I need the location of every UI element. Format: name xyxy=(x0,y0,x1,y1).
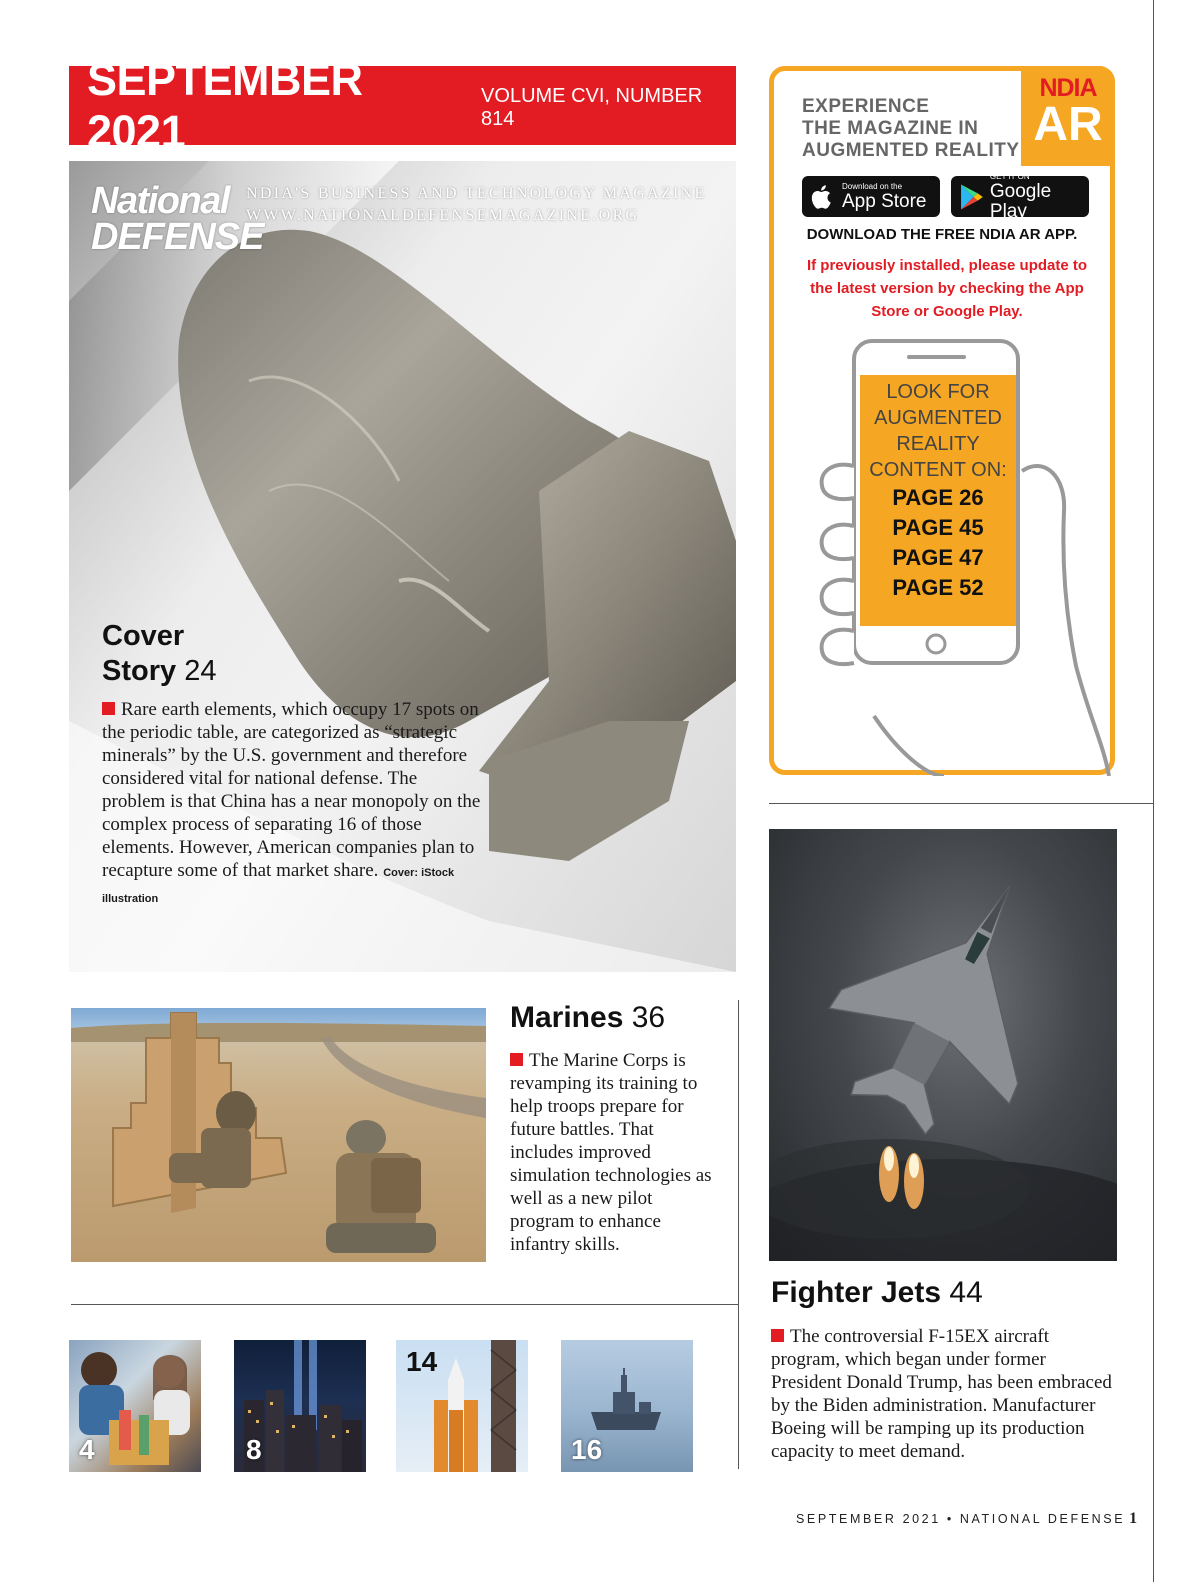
thumbnail-page-4[interactable] xyxy=(69,1340,201,1472)
marines-heading[interactable] xyxy=(510,1001,665,1035)
ar-page-link[interactable]: PAGE 45 xyxy=(892,515,984,540)
ar-page-link[interactable]: PAGE 52 xyxy=(892,575,984,600)
google-play-button[interactable] xyxy=(951,171,1089,222)
cover-story-text: Rare earth elements, which occupy 17 spots on the periodic table, are categorized as “strategic minerals” by the U.S. government and therefore considered vital for national defense. The problem is that China has a near monopoly on the complex process of separating 16 of those elements. However, American companies plan to recapture some of that market share. xyxy=(102,699,481,881)
app-store-label: App Store xyxy=(842,190,927,212)
google-play-icon xyxy=(959,183,984,211)
look-line-4: CONTENT ON: xyxy=(869,459,1007,481)
update-app-text: If previously installed, please update to the latest version by checking the App Store or Google Play. xyxy=(806,257,1088,320)
cover-story-summary xyxy=(102,698,482,911)
section-divider xyxy=(71,1304,738,1305)
marines-training-illustration xyxy=(71,1008,486,1262)
marines-summary xyxy=(510,1049,715,1256)
masthead-tagline xyxy=(246,183,707,227)
logo-line-1: National xyxy=(91,180,229,222)
bullet-square-icon xyxy=(102,702,115,715)
apple-icon xyxy=(810,183,836,211)
logo-line-2: DEFENSE xyxy=(91,216,264,259)
fighter-jets-title: Fighter Jets xyxy=(771,1276,942,1309)
masthead-url: WWW.NATIONALDEFENSEMAGAZINE.ORG xyxy=(246,207,640,224)
fighter-jets-heading[interactable] xyxy=(771,1276,983,1310)
google-play-label: Google Play xyxy=(989,180,1052,222)
look-line-3: REALITY xyxy=(896,433,980,455)
app-store-button[interactable] xyxy=(802,176,940,217)
cover-credit: Cover: iStock illustration xyxy=(102,867,455,905)
fighter-jets-page-number: 44 xyxy=(949,1276,983,1309)
thumbnail-page-number: 4 xyxy=(79,1434,95,1465)
ar-page-link[interactable]: PAGE 47 xyxy=(892,545,984,570)
ar-headline-line2: THE MAGAZINE IN xyxy=(802,118,979,139)
fighter-jet-image[interactable] xyxy=(769,829,1117,1261)
download-app-text: DOWNLOAD THE FREE NDIA AR APP. xyxy=(806,226,1078,243)
cover-story-title-line1: Cover xyxy=(102,620,185,652)
page-footer xyxy=(796,1510,1137,1528)
issue-date: SEPTEMBER 2021 xyxy=(87,53,363,157)
fighter-jets-summary xyxy=(771,1325,1116,1463)
marines-page-number: 36 xyxy=(631,1001,666,1034)
thumbnail-page-number: 16 xyxy=(571,1434,603,1465)
ar-promo-box xyxy=(769,66,1115,775)
national-defense-logo xyxy=(91,180,264,259)
google-play-small-text: GET IT ON xyxy=(989,171,1030,181)
section-divider xyxy=(769,803,1153,804)
thumbnail-page-14[interactable] xyxy=(396,1340,528,1472)
jet-illustration xyxy=(769,829,1117,1261)
cover-story-page-number: 24 xyxy=(184,655,217,687)
thumbnail-page-number: 8 xyxy=(246,1434,262,1465)
bullet-square-icon xyxy=(510,1053,523,1066)
look-for-text xyxy=(860,379,1016,483)
cover-image[interactable] xyxy=(69,161,736,972)
ndia-ar-logo xyxy=(1021,66,1115,166)
issue-banner xyxy=(69,53,736,157)
issue-volume: VOLUME CVI, NUMBER 814 xyxy=(481,84,703,130)
look-line-2: AUGMENTED xyxy=(874,407,1002,429)
ar-headline xyxy=(802,96,1020,162)
footer-page-number: 1 xyxy=(1129,1510,1138,1527)
marines-image[interactable] xyxy=(71,1008,486,1262)
marines-title: Marines xyxy=(510,1001,624,1034)
ar-headline-line1: EXPERIENCE xyxy=(802,96,930,117)
phone-screen xyxy=(860,375,1016,626)
bullet-square-icon xyxy=(771,1329,784,1342)
column-divider xyxy=(738,1000,739,1469)
app-store-small-text: Download on the xyxy=(842,181,903,191)
marines-text: The Marine Corps is revamping its training to help troops prepare for future battles. That includes improved simulation technologies as well as a new pilot program to enhance infantry skills. xyxy=(510,1050,712,1255)
footer-text: SEPTEMBER 2021 • NATIONAL DEFENSE xyxy=(796,1512,1126,1526)
ar-logo-text: AR xyxy=(1033,98,1103,151)
ar-headline-line3: AUGMENTED REALITY xyxy=(802,140,1020,161)
thumbnail-page-number: 14 xyxy=(406,1346,438,1377)
cover-story-title-line2: Story xyxy=(102,655,177,687)
cover-story-heading[interactable] xyxy=(102,619,216,689)
thumbnail-page-16[interactable] xyxy=(561,1340,693,1472)
ndia-logo-text: NDIA xyxy=(1039,74,1097,102)
thumbnail-page-8[interactable] xyxy=(234,1340,366,1472)
tagline-text: NDIA'S BUSINESS AND TECHNOLOGY MAGAZINE xyxy=(246,185,707,202)
look-line-1: LOOK FOR xyxy=(886,381,990,403)
fighter-jets-text: The controversial F-15EX aircraft program, which began under former President Donald Trump, has been embraced by the Biden administration. Manufacturer Boeing will be ramping up its production capacity to meet demand. xyxy=(771,1326,1112,1462)
ar-page-link[interactable]: PAGE 26 xyxy=(892,485,984,510)
page-edge-line xyxy=(1153,0,1154,1582)
